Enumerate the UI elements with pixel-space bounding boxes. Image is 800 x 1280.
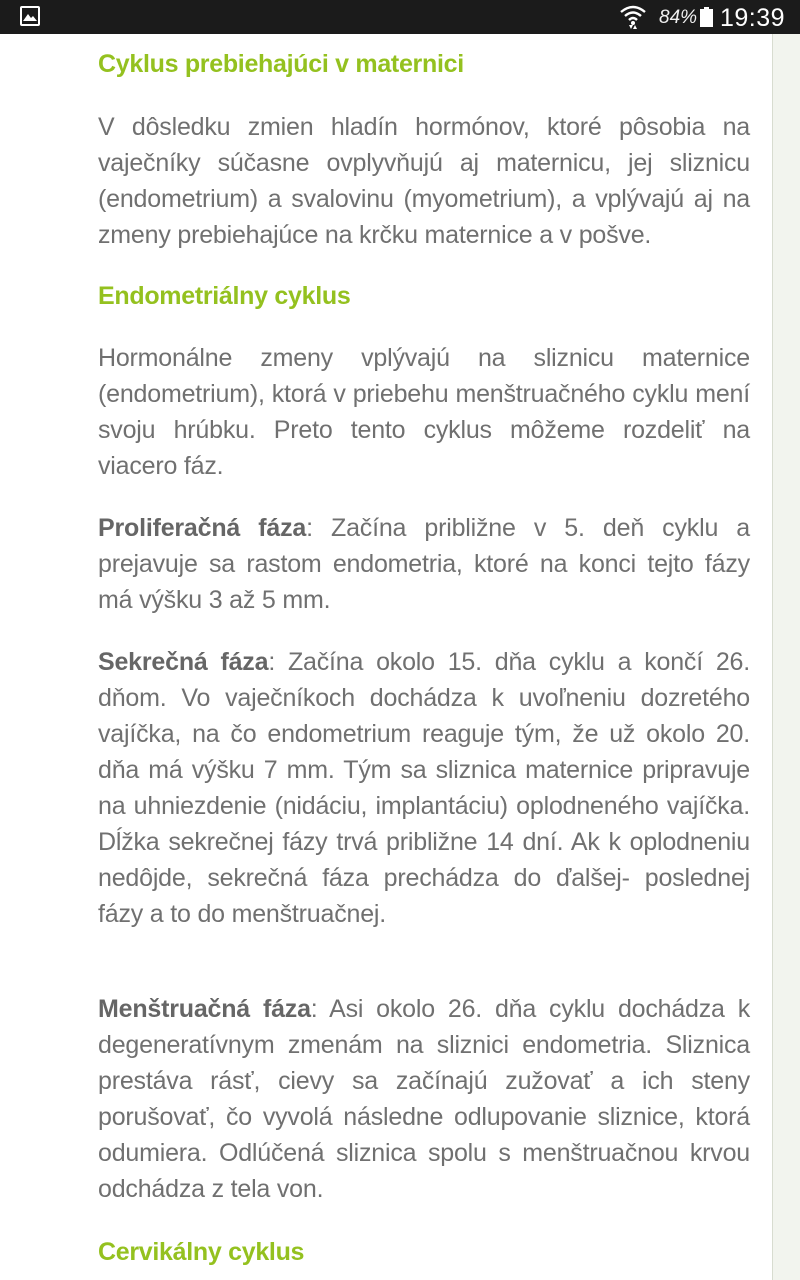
right-gutter (772, 34, 800, 1280)
article-page[interactable] (0, 34, 772, 1280)
heading-endometrial-cycle: Endometriálny cyklus (98, 282, 351, 310)
paragraph-secretory-phase (98, 644, 750, 932)
paragraph-proliferative-phase (98, 510, 750, 618)
paragraph-uterus-cycle: V dôsledku zmien hladín hormónov, ktoré pôsobia na vaječníky súčasne ovplyvňujú aj maternicu, jej sliznicu (endometrium) a svalovinu (myometrium), a vplývajú aj na zmeny prebiehajúce na krčku maternice a v pošve. (98, 113, 750, 249)
text-secretory-phase: : Začína okolo 15. dňa cyklu a končí 26. dňom. Vo vaječníkoch dochádza k uvoľneniu dozretého vajíčka, na čo endometrium reaguje tým, že už okolo 20. dňa má výšku 7 mm. Tým sa sliznica maternice pripravuje na uhniezdenie (nidáciu, implantáciu) oplodneného vajíčka. Dĺžka sekrečnej fázy trvá približne 14 dní. Ak k oplodneniu nedôjde, sekrečná fáza prechádza do ďalšej- poslednej fázy a to do menštruačnej. (98, 648, 750, 928)
gallery-icon[interactable] (20, 6, 40, 26)
heading-uterus-cycle: Cyklus prebiehajúci v maternici (98, 50, 464, 78)
text-menstrual-phase: : Asi okolo 26. dňa cyklu dochádza k degeneratívnym zmenám na sliznici endometria. Sliznica prestáva rásť, cievy sa začínajú zužovať a ich steny porušovať, čo vyvolá následne odlupovanie sliznice, ktorá odumiera. Odlúčená sliznica spolu s menštruačnou krvou odchádza z tela von. (98, 995, 751, 1203)
status-bar (0, 0, 800, 34)
term-proliferative-phase: Proliferačná fáza (98, 514, 307, 542)
battery-percent: 84% (659, 7, 698, 28)
paragraph-endometrial-cycle: Hormonálne zmeny vplývajú na sliznicu maternice (endometrium), ktorá v priebehu menštruačného cyklu mení svoju hrúbku. Preto tento cyklus môžeme rozdeliť na viacero fáz. (98, 344, 750, 480)
term-secretory-phase: Sekrečná fáza (98, 648, 269, 676)
text-proliferative-phase: : Začína približne v 5. deň cyklu a prejavuje sa rastom endometria, ktoré na konci tejto fázy má výšku 3 až 5 mm. (98, 514, 751, 614)
term-menstrual-phase: Menštruačná fáza (98, 995, 311, 1023)
clock: 19:39 (720, 4, 786, 32)
wifi-icon (619, 3, 647, 31)
heading-cervical-cycle: Cervikálny cyklus (98, 1238, 305, 1266)
battery-icon (700, 7, 713, 27)
paragraph-menstrual-phase (98, 991, 750, 1207)
